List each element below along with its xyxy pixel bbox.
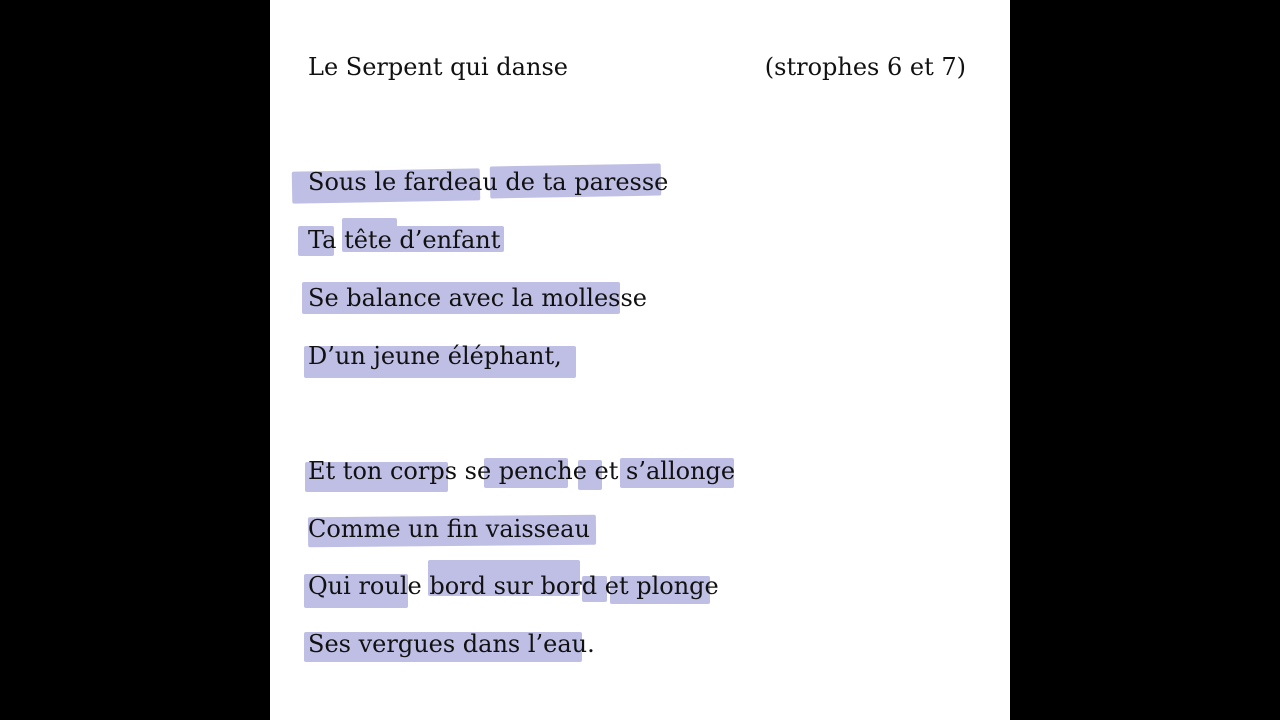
verse-line: Ta tête d’enfant <box>308 226 501 254</box>
poem-subtitle: (strophes 6 et 7) <box>764 53 966 81</box>
verse-line: Sous le fardeau de ta paresse <box>308 168 669 196</box>
verse-line: Comme un fin vaisseau <box>308 515 590 543</box>
verse-line: Ses vergues dans l’eau. <box>308 630 595 658</box>
verse-line: Se balance avec la mollesse <box>308 284 648 312</box>
poem-title: Le Serpent qui danse <box>308 53 568 81</box>
verse-line: Qui roule bord sur bord et plonge <box>308 572 719 600</box>
verse-line: Et ton corps se penche et s’allonge <box>308 457 736 485</box>
verse-line: D’un jeune éléphant, <box>308 342 562 370</box>
poem-page <box>270 0 1010 720</box>
